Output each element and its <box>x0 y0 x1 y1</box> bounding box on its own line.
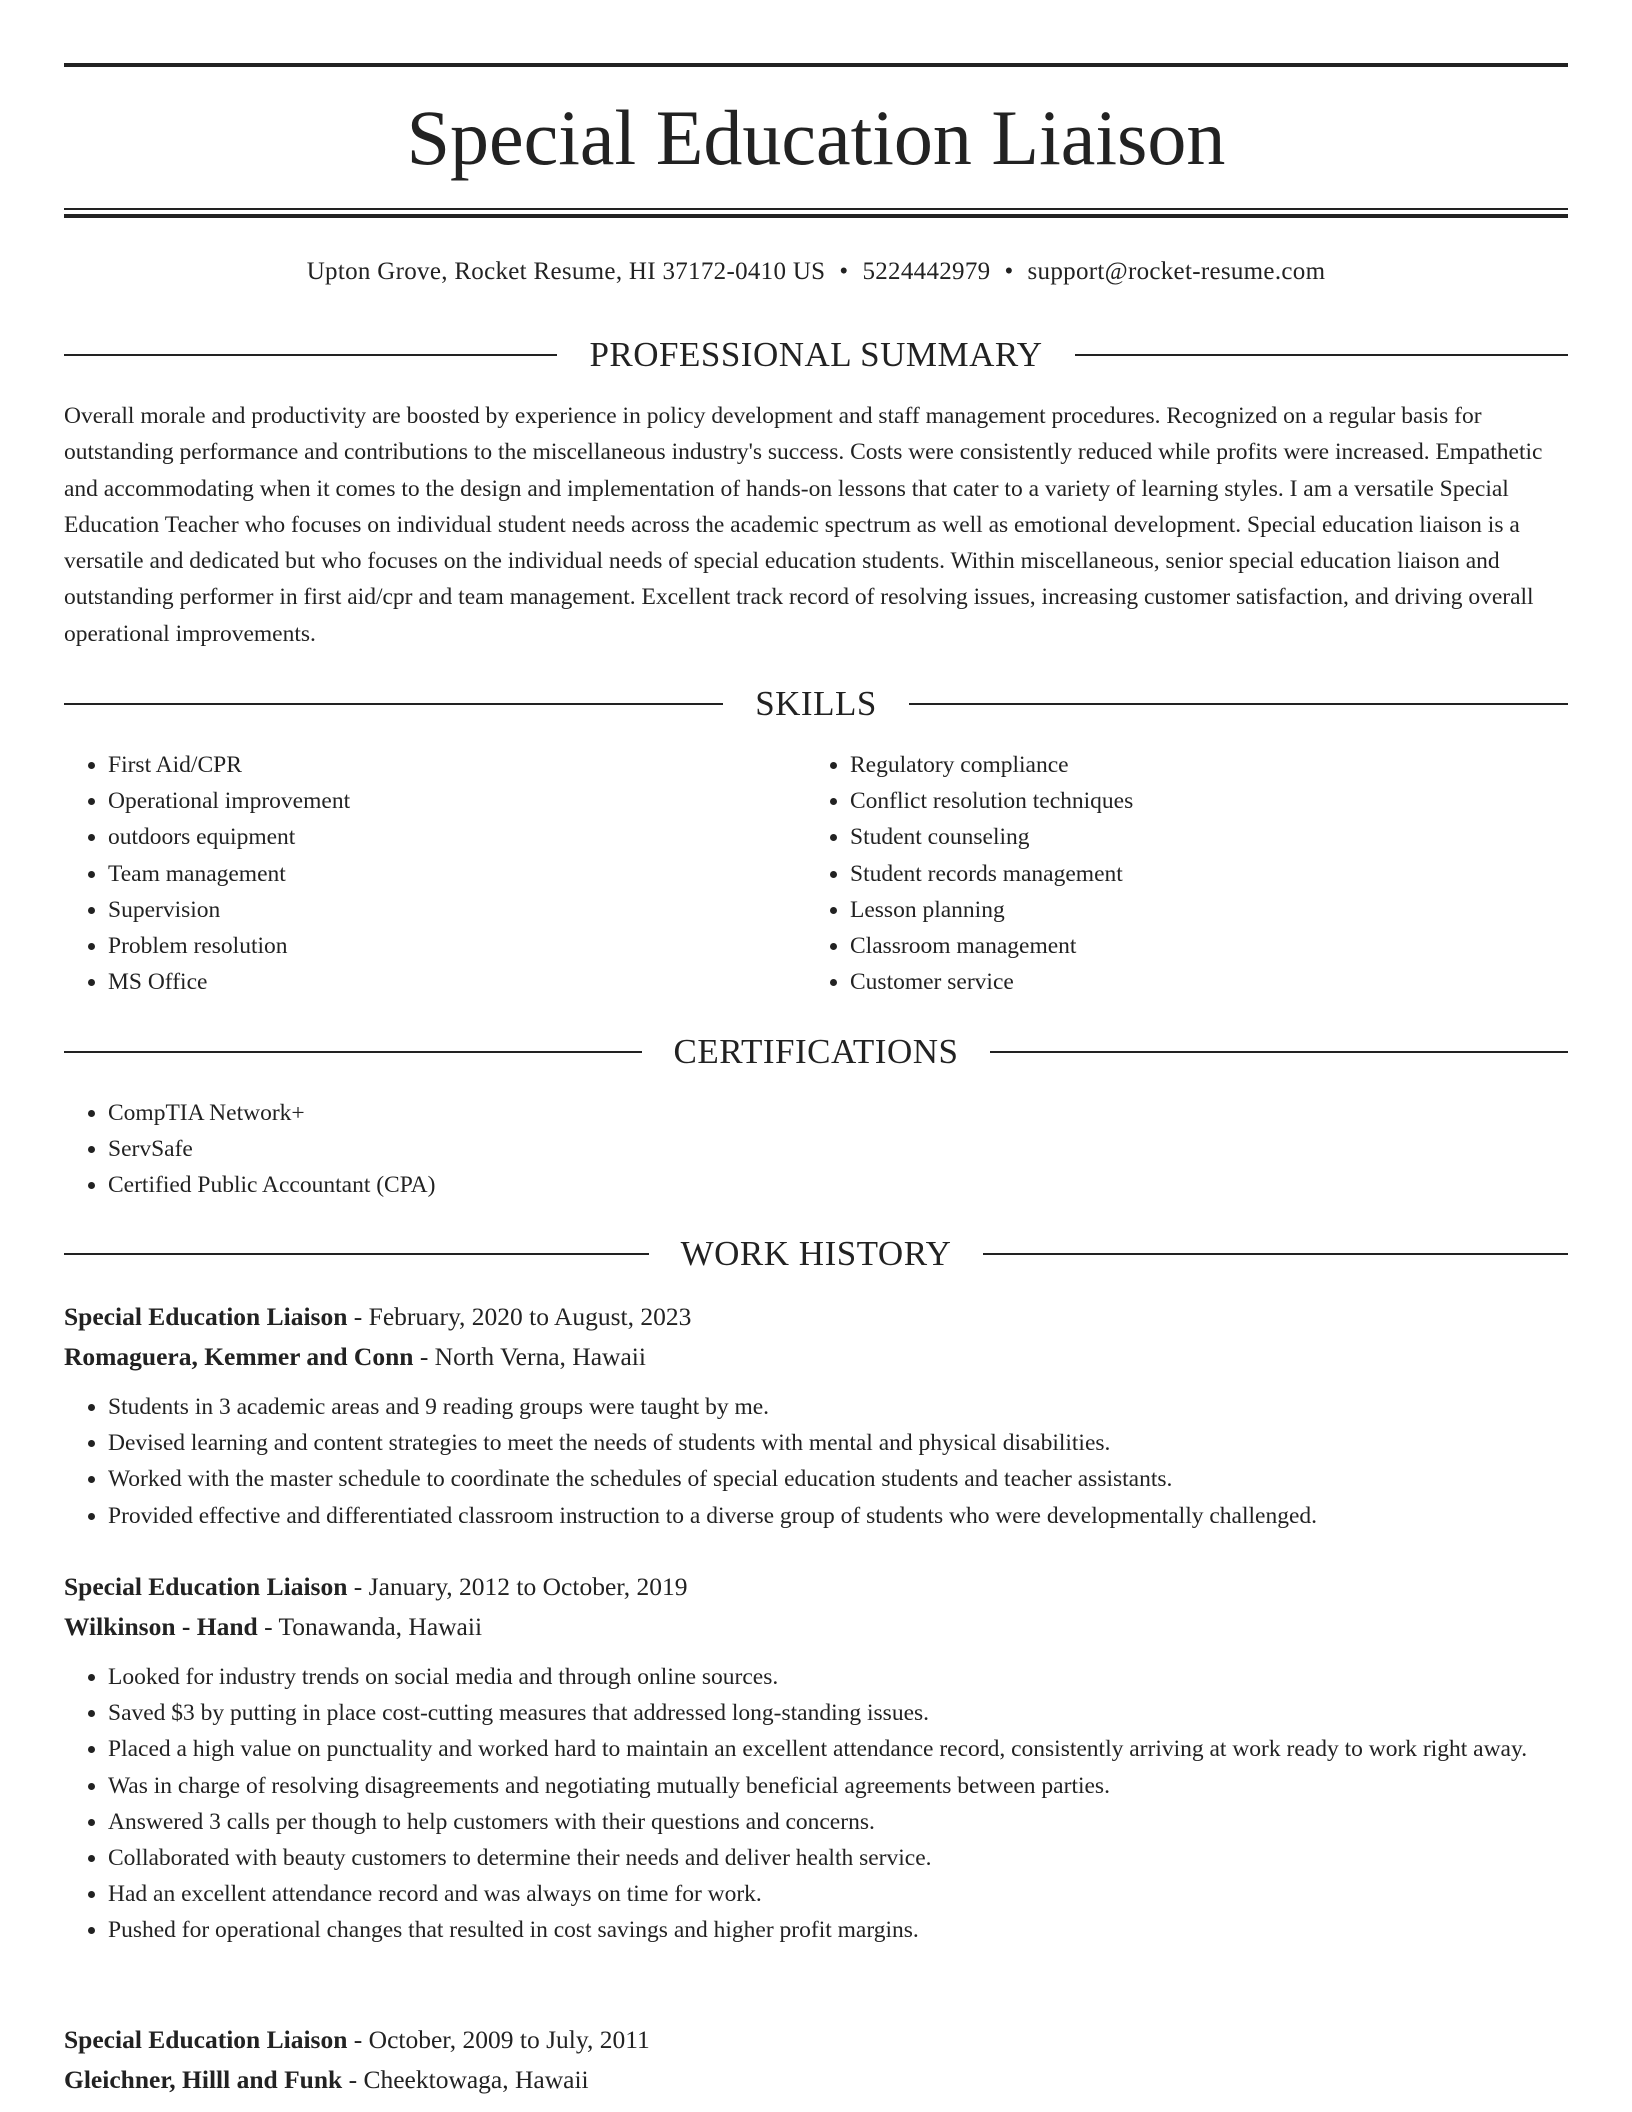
section-header-skills <box>64 682 1568 726</box>
skill-item: • Regulatory compliance <box>850 747 1546 783</box>
section-rule-left <box>64 1051 642 1053</box>
header-top-rule <box>64 63 1568 67</box>
job-title: Special Education Liaison <box>64 1302 348 1331</box>
skill-item: • Student counseling <box>850 819 1546 855</box>
job-bullet-item: • Devised learning and content strategies to meet the needs of students with mental and physical disabilities. <box>108 1425 1568 1461</box>
job-bullet-item: • Worked with the master schedule to coordinate the schedules of special education students and teacher assistants. <box>108 1461 1568 1497</box>
certifications-block <box>64 1095 1568 1204</box>
job-bullet-item: • Students in 3 academic areas and 9 reading groups were taught by me. <box>108 1389 1568 1425</box>
skill-item: • Team management <box>108 856 804 892</box>
skill-item: • Problem resolution <box>108 928 804 964</box>
job-entry <box>64 1297 1568 1534</box>
header-double-rule <box>64 208 1568 218</box>
job-bullet-item: • Answered 3 calls per though to help customers with their questions and concerns. <box>108 1804 1568 1840</box>
job-bullet-item: • Placed a high value on punctuality and worked hard to maintain an excellent attendance record, consistently arriving at work ready to work right away. <box>108 1731 1568 1767</box>
section-title-summary: PROFESSIONAL SUMMARY <box>589 335 1043 374</box>
section-header-certifications <box>64 1030 1568 1074</box>
section-header-summary <box>64 333 1568 377</box>
skills-column-left <box>64 747 804 1000</box>
job-title-line <box>64 1297 1568 1337</box>
job-title: Special Education Liaison <box>64 1572 348 1601</box>
job-bullet-item: • Saved $3 by putting in place cost-cutting measures that addressed long-standing issues. <box>108 1695 1568 1731</box>
job-company-line <box>64 1337 1568 1377</box>
skill-item: • Customer service <box>850 964 1546 1000</box>
section-rule-left <box>64 703 723 705</box>
skill-item: • outdoors equipment <box>108 819 804 855</box>
section-rule-left <box>64 354 557 356</box>
certification-item: • ServSafe <box>108 1131 1568 1167</box>
skill-item: • Lesson planning <box>850 892 1546 928</box>
section-rule-right <box>983 1253 1568 1255</box>
skills-list-right <box>806 747 1546 1000</box>
job-company: Gleichner, Hilll and Funk <box>64 2065 343 2094</box>
job-title-line <box>64 1567 1568 1607</box>
job-company: Romaguera, Kemmer and Conn <box>64 1342 414 1371</box>
job-location: - North Verna, Hawaii <box>413 1342 646 1371</box>
section-title-work-history: WORK HISTORY <box>680 1234 952 1273</box>
job-company-line <box>64 1607 1568 1647</box>
skill-item: • Supervision <box>108 892 804 928</box>
job-location: - Cheektowaga, Hawaii <box>342 2065 589 2094</box>
job-title-line <box>64 2020 1568 2060</box>
skills-column-right <box>806 747 1546 1000</box>
skills-list-left <box>64 747 804 1000</box>
job-dates: - February, 2020 to August, 2023 <box>347 1302 692 1331</box>
job-entry <box>64 2020 1568 2100</box>
skill-item: • Classroom management <box>850 928 1546 964</box>
section-title-skills: SKILLS <box>755 684 877 723</box>
contact-phone: 5224442979 <box>862 258 991 285</box>
job-bullets <box>64 1389 1568 1534</box>
job-dates: - October, 2009 to July, 2011 <box>347 2025 650 2054</box>
job-bullet-item: • Was in charge of resolving disagreements and negotiating mutually beneficial agreements between parties. <box>108 1768 1568 1804</box>
job-title: Special Education Liaison <box>64 2025 348 2054</box>
skill-item: • MS Office <box>108 964 804 1000</box>
job-company-line <box>64 2060 1568 2100</box>
certifications-list <box>64 1095 1568 1204</box>
summary-text: Overall morale and productivity are boosted by experience in policy development and staff management procedures. Recognized on a regular basis for outstanding performance and contributions to the miscellaneous industry's success. Costs were consistently reduced while profits were increased. Empathetic and accommodating when it comes to the design and implementation of hands-on lessons that cater to a variety of learning styles. I am a versatile Special Education Teacher who focuses on individual student needs across the academic spectrum as well as emotional development. Special education liaison is a versatile and dedicated but who focuses on the individual needs of special education students. Within miscellaneous, senior special education liaison and outstanding performer in first aid/cpr and team management. Excellent track record of resolving issues, increasing customer satisfaction, and driving overall operational improvements. <box>64 403 1543 647</box>
job-entry <box>64 1567 1568 1949</box>
section-rule-left <box>64 1253 649 1255</box>
contact-email: support@rocket-resume.com <box>1027 258 1326 285</box>
certification-item: • CompTIA Network+ <box>108 1095 1568 1131</box>
section-title-certifications: CERTIFICATIONS <box>673 1032 959 1071</box>
section-header-work-history <box>64 1232 1568 1276</box>
skill-item: • First Aid/CPR <box>108 747 804 783</box>
section-rule-right <box>1075 354 1568 356</box>
contact-address: Upton Grove, Rocket Resume, HI 37172-0410 US <box>306 258 826 285</box>
job-location: - Tonawanda, Hawaii <box>257 1612 483 1641</box>
resume-name: Special Education Liaison <box>406 94 1226 181</box>
job-bullet-item: • Pushed for operational changes that resulted in cost savings and higher profit margins. <box>108 1912 1568 1948</box>
skill-item: • Operational improvement <box>108 783 804 819</box>
contact-separator: • <box>1004 258 1014 285</box>
job-company: Wilkinson - Hand <box>64 1612 258 1641</box>
job-bullets <box>64 1659 1568 1949</box>
skill-item: • Student records management <box>850 856 1546 892</box>
contact-line <box>64 252 1568 292</box>
job-dates: - January, 2012 to October, 2019 <box>347 1572 688 1601</box>
section-rule-right <box>990 1051 1568 1053</box>
job-bullet-item: • Looked for industry trends on social media and through online sources. <box>108 1659 1568 1695</box>
section-rule-right <box>909 703 1568 705</box>
job-bullet-item: • Provided effective and differentiated classroom instruction to a diverse group of students who were developmentally challenged. <box>108 1498 1568 1534</box>
skill-item: • Conflict resolution techniques <box>850 783 1546 819</box>
job-bullet-item: • Collaborated with beauty customers to determine their needs and deliver health service. <box>108 1840 1568 1876</box>
contact-separator: • <box>839 258 849 285</box>
job-bullet-item: • Had an excellent attendance record and was always on time for work. <box>108 1876 1568 1912</box>
certification-item: • Certified Public Accountant (CPA) <box>108 1167 1568 1203</box>
